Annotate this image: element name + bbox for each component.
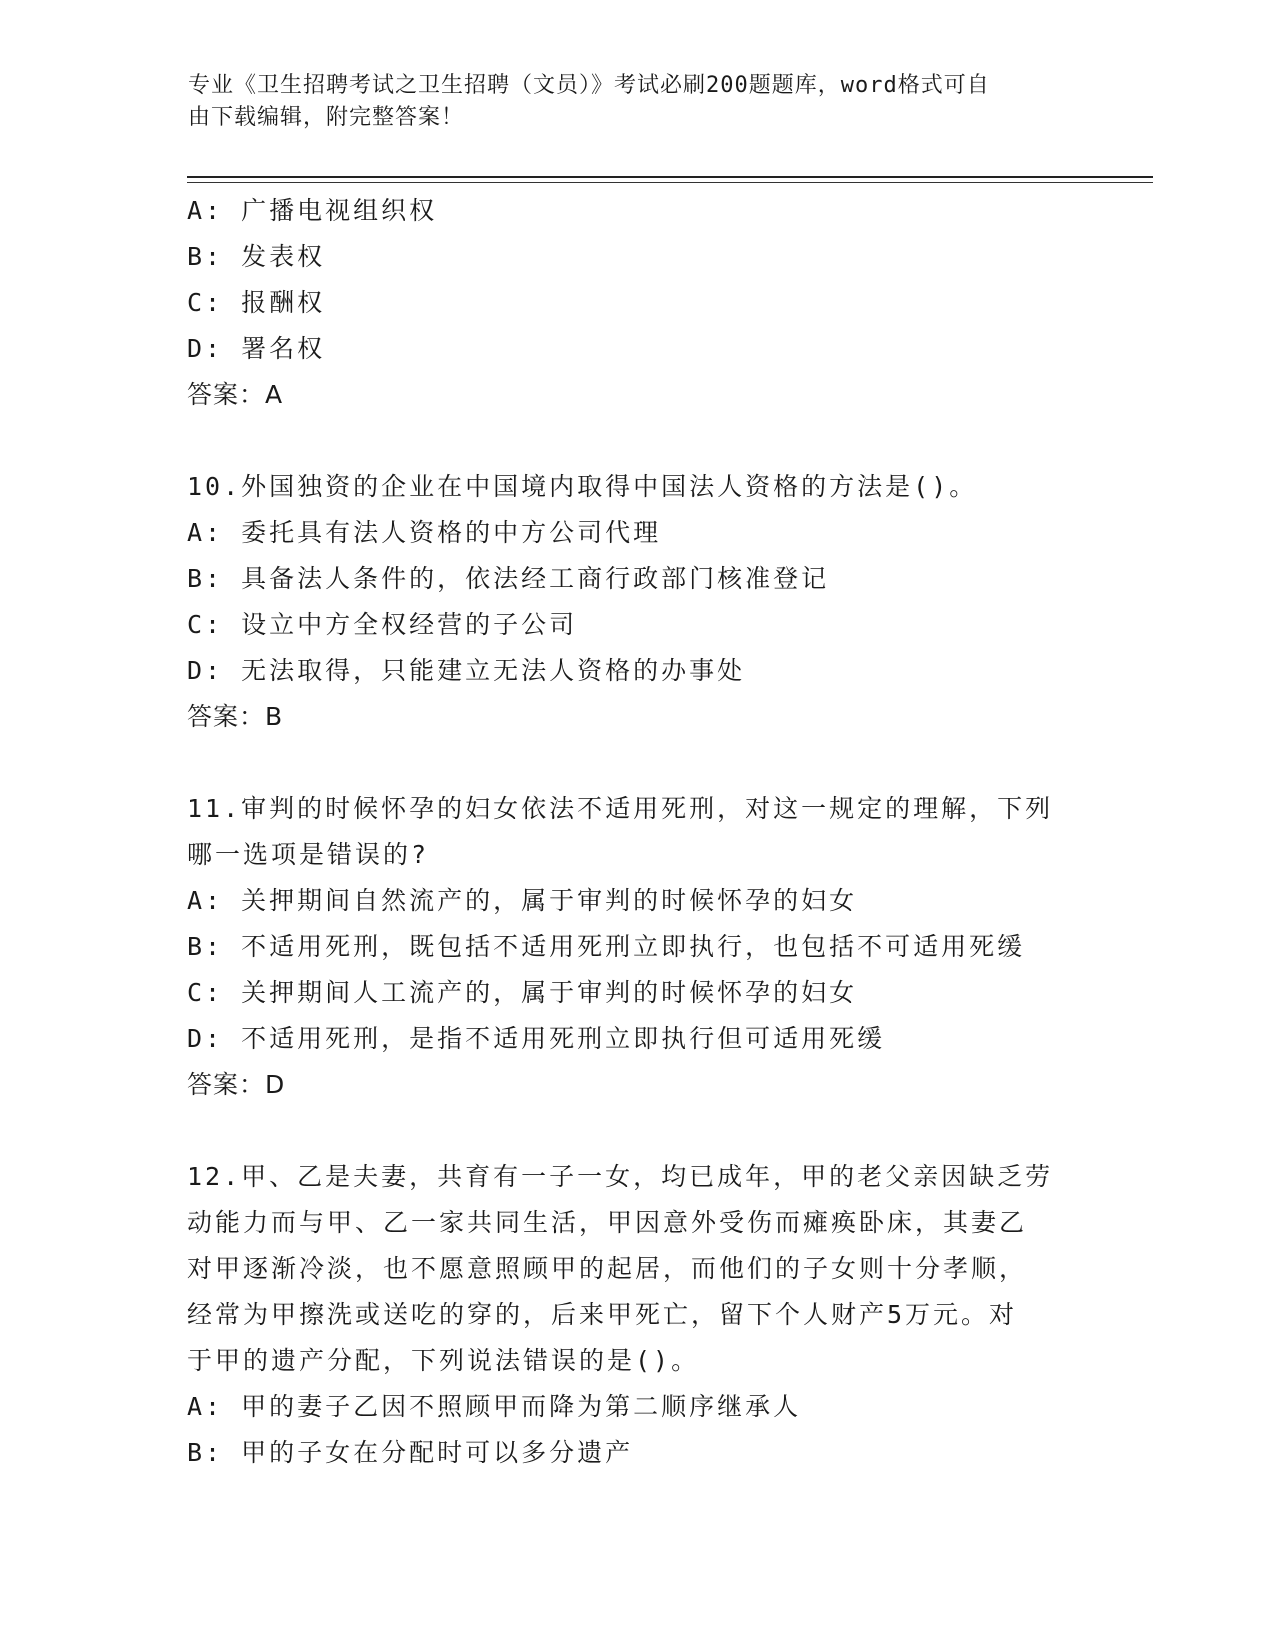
option-a: A: 关押期间自然流产的，属于审判的时候怀孕的妇女 [187, 886, 858, 915]
option-a: A: 广播电视组织权 [187, 196, 438, 225]
question-10 [187, 464, 1087, 740]
question-stem: 经常为甲擦洗或送吃的穿的，后来甲死亡，留下个人财产5万元。对 [187, 1300, 1018, 1329]
document-header [188, 70, 1068, 134]
question-stem: 12.甲、乙是夫妻，共育有一子一女，均已成年，甲的老父亲因缺乏劳 [187, 1162, 1054, 1191]
answer-label: 答案：A [187, 380, 284, 409]
header-line-2: 由下载编辑，附完整答案！ [188, 105, 465, 130]
question-11 [187, 786, 1087, 1108]
question-stem: 11.审判的时候怀孕的妇女依法不适用死刑，对这一规定的理解，下列 [187, 794, 1054, 823]
question-stem: 于甲的遗产分配，下列说法错误的是()。 [187, 1346, 700, 1375]
header-divider-thin [187, 182, 1153, 183]
spacer [187, 740, 1087, 786]
answer-label: 答案：B [187, 702, 284, 731]
option-c: C: 关押期间人工流产的，属于审判的时候怀孕的妇女 [187, 978, 858, 1007]
spacer [187, 1108, 1087, 1154]
question-12 [187, 1154, 1087, 1476]
spacer [187, 418, 1087, 464]
option-a: A: 甲的妻子乙因不照顾甲而降为第二顺序继承人 [187, 1392, 802, 1421]
option-d: D: 不适用死刑，是指不适用死刑立即执行但可适用死缓 [187, 1024, 886, 1053]
header-line-1: 专业《卫生招聘考试之卫生招聘（文员）》考试必刷200题题库，word格式可自 [188, 73, 990, 98]
option-c: C: 报酬权 [187, 288, 326, 317]
header-divider-thick [187, 176, 1153, 178]
question-9 [187, 188, 1087, 418]
option-d: D: 署名权 [187, 334, 326, 363]
question-stem: 动能力而与甲、乙一家共同生活，甲因意外受伤而瘫痪卧床，其妻乙 [187, 1208, 1028, 1237]
option-d: D: 无法取得，只能建立无法人资格的办事处 [187, 656, 746, 685]
option-c: C: 设立中方全权经营的子公司 [187, 610, 578, 639]
question-stem: 对甲逐渐冷淡，也不愿意照顾甲的起居，而他们的子女则十分孝顺， [187, 1254, 1028, 1283]
option-b: B: 不适用死刑，既包括不适用死刑立即执行，也包括不可适用死缓 [187, 932, 1026, 961]
option-b: B: 甲的子女在分配时可以多分遗产 [187, 1438, 634, 1467]
option-a: A: 委托具有法人资格的中方公司代理 [187, 518, 662, 547]
option-b: B: 发表权 [187, 242, 326, 271]
question-stem: 哪一选项是错误的? [187, 840, 430, 869]
question-list [187, 188, 1087, 1476]
answer-label: 答案：D [187, 1070, 286, 1099]
option-b: B: 具备法人条件的，依法经工商行政部门核准登记 [187, 564, 830, 593]
question-stem: 10.外国独资的企业在中国境内取得中国法人资格的方法是()。 [187, 472, 978, 501]
